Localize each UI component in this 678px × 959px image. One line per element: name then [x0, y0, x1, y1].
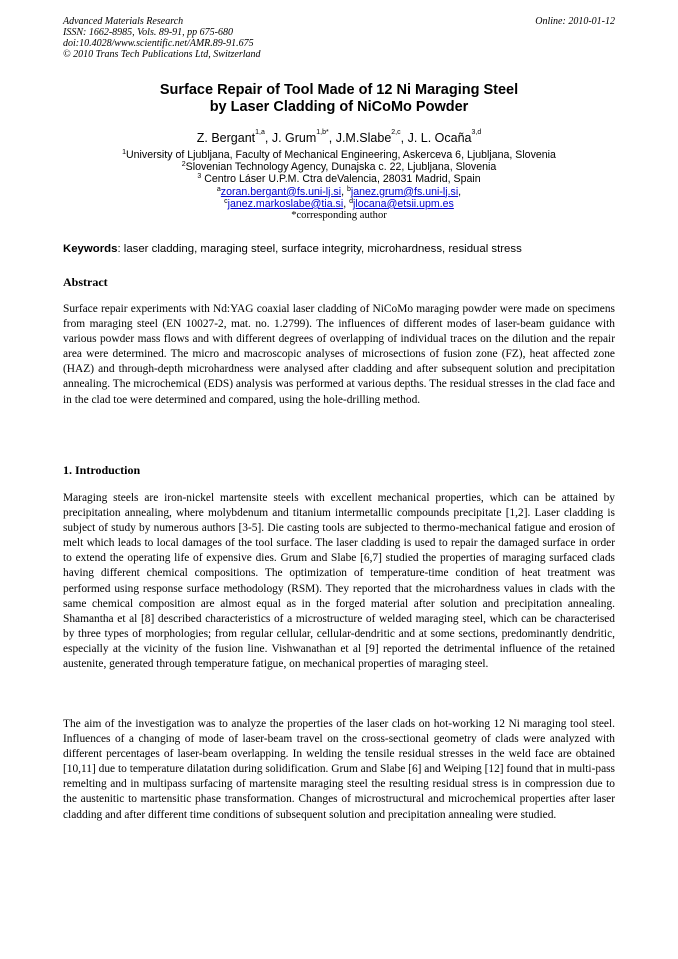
email-superscript: d	[349, 197, 353, 205]
author-name: , J. Grum	[264, 131, 317, 145]
email-superscript: c	[224, 197, 228, 205]
copyright-line: © 2010 Trans Tech Publications Ltd, Switzerland	[63, 49, 261, 60]
email-separator: ,	[343, 197, 350, 210]
affiliation-superscript: 3	[197, 173, 202, 181]
affiliation-text: Slovenian Technology Agency, Dunajska c. 22, Ljubljana, Slovenia	[185, 161, 497, 174]
email-separator: ,	[458, 185, 462, 198]
author-list	[63, 131, 615, 145]
corresponding-author-note: *corresponding author	[291, 210, 387, 222]
author-name: Z. Bergant	[196, 131, 256, 145]
email-superscript: b	[346, 185, 351, 193]
keywords-label: Keywords	[63, 243, 118, 255]
affiliations	[63, 149, 615, 222]
email-link-d[interactable]: jlocana@etsii.upm.es	[353, 197, 454, 210]
author-superscript: 2,c	[391, 129, 401, 136]
author-name: , J.M.Slabe	[328, 131, 392, 145]
online-date: Online: 2010-01-12	[535, 16, 615, 27]
journal-header	[63, 16, 615, 60]
email-link-a[interactable]: zoran.bergant@fs.uni-lj.si	[220, 185, 342, 198]
affiliation-text: University of Ljubljana, Faculty of Mechanical Engineering, Askerceva 6, Ljubljana, Slovenia	[126, 149, 556, 161]
introduction-heading: 1. Introduction	[63, 463, 141, 477]
affiliation-superscript: 2	[181, 161, 186, 169]
email-superscript: a	[216, 185, 221, 193]
email-link-c[interactable]: janez.markoslabe@tia.si	[227, 197, 344, 210]
affiliation-3	[63, 173, 615, 185]
author-superscript: 1,b*	[316, 129, 329, 136]
title-line-1: Surface Repair of Tool Made of 12 Ni Maraging Steel	[159, 82, 519, 98]
abstract-heading: Abstract	[63, 275, 108, 289]
affiliation-superscript: 1	[122, 149, 127, 156]
affiliation-text: Centro Láser U.P.M. Ctra deValencia, 28031 Madrid, Spain	[201, 173, 481, 186]
email-line-1	[63, 186, 615, 198]
author-name: , J. L. Ocaña	[400, 131, 472, 145]
abstract-paragraph: Surface repair experiments with Nd:YAG coaxial laser cladding of NiCoMo maraging powder were made on specimens from maraging steel (EN 10027-2, mat. no. 1.2799). The influences of different modes of laser-beam guidance with various powder mass flows and with different degrees of overlapping of individual traces on the dilution and the repair area were determined. The micro and macroscopic analyses of microsections of fusion zone (FZ), heat affected zone (HAZ) and through-depth microhardness were analysed after cladding and after subsequent solution and precipitation annealing. The microchemical (EDS) analysis was performed at various depths. The residual stresses in the clad face and in the clad toe were determined and compared, using the hole-drilling method.	[63, 303, 615, 406]
keywords-line	[63, 243, 615, 255]
affiliation-1	[63, 149, 615, 161]
journal-name: Advanced Materials Research	[63, 16, 184, 27]
paper-title	[63, 82, 615, 116]
title-line-2: by Laser Cladding of NiCoMo Powder	[209, 99, 469, 115]
introduction-paragraph-1: Maraging steels are iron-nickel martensite steels with excellent mechanical properties, which can be attained by precipitation annealing, where molybdenum and titanium intermetallic compounds precipitate [1,2]. Laser cladding is subject of study by numerous authors [3-5]. Die casting tools are subjected to thermo-mechanical fatigue and erosion of melt which leads to local damages of the tool surface. The laser cladding is used to repair the damaged surface in order to extend the operating life of expensive dies. Grum and Slabe [6,7] studied the properties of maraging surfaced clads having different chemical compositions. The optimization of temperature-time condition of heat treatment was performed using response surface methodology (RSM). They reported that the microhardness values in clads with the same chemical composition are almost equal as in the forged material after solution and precipitation annealing. Shamantha et al [8] described characteristics of a microstructure of welded maraging steel, which can be characterised by three types of morphologies; from regular cellular, cellular-dendritic and at some sections, predominantly dendritic, especially at the vicinity of the fusion line. Vishwanathan et al [9] reported the detrimental influence of the retained austenite, generated through temperature fatigue, on mechanical properties of maraging steel.	[63, 492, 615, 671]
author-superscript: 3,d	[471, 129, 482, 136]
email-link-b[interactable]: janez.grum@fs.uni-lj.si	[350, 185, 459, 198]
doi-line: doi:10.4028/www.scientific.net/AMR.89-91.675	[63, 38, 254, 49]
affiliation-2	[63, 161, 615, 173]
author-superscript: 1,a	[255, 129, 265, 136]
email-separator: ,	[341, 185, 347, 198]
issn-line: ISSN: 1662-8985, Vols. 89-91, pp 675-680	[63, 27, 233, 38]
keywords-text: : laser cladding, maraging steel, surface integrity, microhardness, residual stress	[117, 243, 522, 255]
email-line-2	[63, 198, 615, 210]
introduction-paragraph-2: The aim of the investigation was to analyze the properties of the laser clads on hot-working 12 Ni maraging tool steel. Influences of a changing of mode of laser-beam travel on the cross-sectional geometry of clads were analyzed with different percentages of laser-beam overlapping. In welding the tensile residual stresses in the weld face are obtained [10,11] due to temperature dilatation during solidification. Grum and Slabe [6] and Weiping [12] found that in multi-pass remelting and in multipass surfacing of martensite maraging steel the resulting residual stress is in compression due to the austenitic to martensitic phase transformation. Changes of microstructural and microchemical properties after laser cladding and after different time conditions of subsequent solution and precipitation annealing were studied.	[63, 718, 615, 821]
